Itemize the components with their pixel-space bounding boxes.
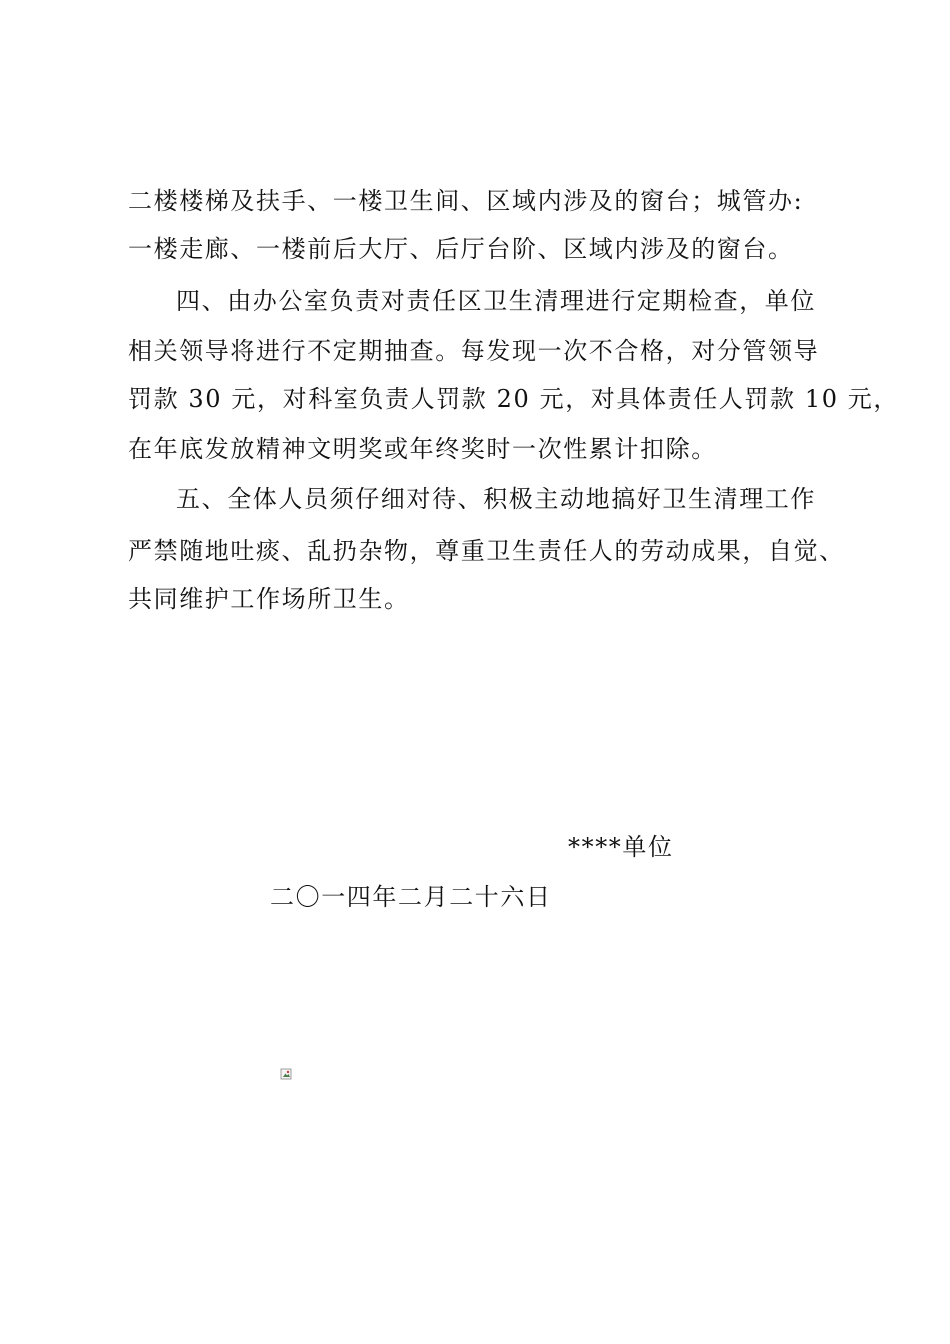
body-line-4: 相关领导将进行不定期抽查。每发现一次不合格，对分管领导 [128, 337, 820, 365]
body-line-6: 在年底发放精神文明奖或年终奖时一次性累计扣除。 [128, 435, 717, 463]
signature-unit: ****单位 [568, 833, 674, 861]
body-line-5: 罚款 30 元，对科室负责人罚款 20 元，对具体责任人罚款 10 元， [128, 385, 899, 413]
signature-date: 二〇一四年二月二十六日 [270, 883, 552, 911]
body-line-8: 严禁随地吐痰、乱扔杂物，尊重卫生责任人的劳动成果，自觉、 [128, 537, 845, 565]
body-line-3: 四、由办公室负责对责任区卫生清理进行定期检查，单位 [176, 287, 816, 315]
image-placeholder-icon [280, 1068, 292, 1080]
body-line-9: 共同维护工作场所卫生。 [128, 585, 410, 613]
body-line-1: 二楼楼梯及扶手、一楼卫生间、区域内涉及的窗台；城管办: [128, 187, 804, 215]
body-line-2: 一楼走廊、一楼前后大厅、后厅台阶、区域内涉及的窗台。 [128, 235, 794, 263]
body-line-7: 五、全体人员须仔细对待、积极主动地搞好卫生清理工作 [176, 485, 816, 513]
